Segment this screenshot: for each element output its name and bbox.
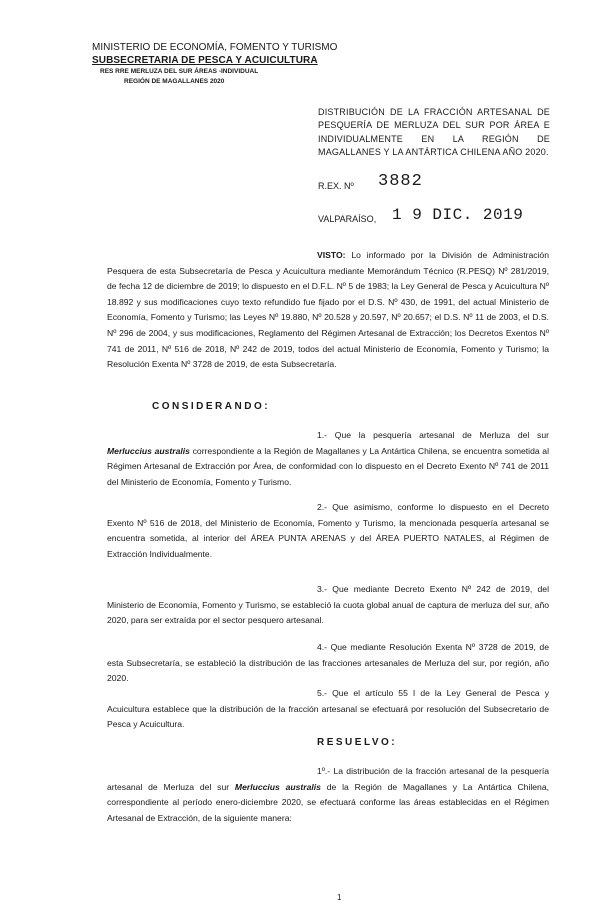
resolution-label: R.EX. Nº [318, 181, 354, 191]
subsecretaria-name: SUBSECRETARIA DE PESCA Y ACUICULTURA [92, 55, 318, 66]
visto-label: VISTO: [317, 250, 346, 260]
visto-text: Lo informado por la División de Administración Pesquera de esta Subsecretaría de Pesca y Acuicultura mediante Memorándum Técnico (R.PESQ) Nº 281/2019, de fecha 12 de diciembre de 2019; lo dispuesto en el D.F.L. Nº 5 de 1983; la Ley General de Pesca y Acuicultura Nº 18.892 y sus modificaciones cuyo texto refundido fue fijado por el D.S. Nº 430, de 1991, del actual Ministerio de Economía, Fomento y Turismo; las Leyes Nº 19.880, Nº 20.528 y 20.597, Nº 20.657; el D.S. Nº 11 de 2003, el D.S. Nº 296 de 2004, y sus modificaciones, Reglamento del Régimen Artesanal de Extracción; los Decretos Exentos Nº 741 de 2011, Nº 516 de 2018, Nº 242 de 2019, todos del actual Ministerio de Economía, Fomento y Turismo; la Resolución Exenta Nº 3728 de 2019, de esta Subsecretaría. [107, 250, 549, 370]
considerando-4-text: 4.- Que mediante Resolución Exenta Nº 3728 de 2019, de esta Subsecretaría, se estableció la distribución de las fracciones artesanales de Merluza del sur, por región, año 2020. [107, 642, 549, 684]
considerando-5-text: 5.- Que el artículo 55 I de la Ley General de Pesca y Acuicultura establece que la distribución de la fracción artesanal se efectuará por resolución del Subsecretario de Pesca y Acuicultura. [107, 688, 549, 730]
considerando-2-text: 2.- Que asimismo, conforme lo dispuesto en el Decreto Exento Nº 516 de 2018, del Ministerio de Economía, Fomento y Turismo, la mencionada pesquería artesanal se encuentra sometida, al interior del ÁREA PUNTA ARENAS y del ÁREA PUERTO NATALES, al Régimen de Extracción Individualmente. [107, 502, 549, 559]
considerando-3-text: 3.- Que mediante Decreto Exento Nº 242 de 2019, del Ministerio de Economía, Fomento y Turismo, se estableció la cuota global anual de captura de merluza del sur, año 2020, para ser extraída por el sector pesquero artesanal. [107, 584, 549, 626]
reference-line-1: RES RRE MERLUZA DEL SUR ÁREAS -INDIVIDUAL [100, 68, 259, 75]
resolution-date: 1 9 DIC. 2019 [392, 206, 524, 224]
resuelvo-1-text-b: de la Región de Magallanes y La Antártica Chilena, correspondiente al período enero-diciembre 2020, se efectuará conforme las áreas establecidas en el Régimen Artesanal de Extracción, de la siguiente manera: [107, 781, 549, 823]
resuelvo-1-text-a: 1º.- La distribución de la fracción artesanal de la pesquería artesanal de Merluza del sur [107, 766, 549, 792]
document-title: DISTRIBUCIÓN DE LA FRACCIÓN ARTESANAL DE PESQUERÍA DE MERLUZA DEL SUR POR ÁREA E INDIVIDUALMENTE EN LA REGIÓN DE MAGALLANES Y LA ANTÁRTICA CHILENA AÑO 2020. [318, 107, 550, 158]
considerando-heading: CONSIDERANDO: [152, 401, 271, 412]
place-label: VALPARAÍSO, [318, 214, 377, 224]
visto-paragraph [107, 248, 549, 373]
page-number: 1 [337, 893, 342, 902]
considerando-4 [107, 640, 549, 687]
resuelvo-1 [107, 764, 549, 826]
reference-line-2: REGIÓN DE MAGALLANES 2020 [124, 78, 225, 85]
considerando-3 [107, 582, 549, 629]
considerando-2 [107, 500, 549, 562]
species-name: Merluccius australis [234, 781, 321, 792]
considerando-1 [107, 428, 549, 490]
ministry-name: MINISTERIO DE ECONOMÍA, FOMENTO Y TURISMO [92, 42, 338, 53]
considerando-1-text-b: correspondiente a la Región de Magallanes y La Antártica Chilena, se encuentra sometida al Régimen Artesanal de Extracción por Área, de conformidad con lo dispuesto en el Decreto Exento Nº 741 de 2011 del Ministerio de Economía, Fomento y Turismo. [107, 445, 549, 487]
considerando-5 [107, 686, 549, 733]
considerando-1-text-a: 1.- Que la pesquería artesanal de Merluza del sur [317, 430, 549, 440]
letterhead [92, 41, 337, 87]
resolution-number: 3882 [378, 172, 423, 191]
resuelvo-heading: RESUELVO: [317, 737, 398, 748]
species-name: Merluccius australis [107, 445, 190, 456]
